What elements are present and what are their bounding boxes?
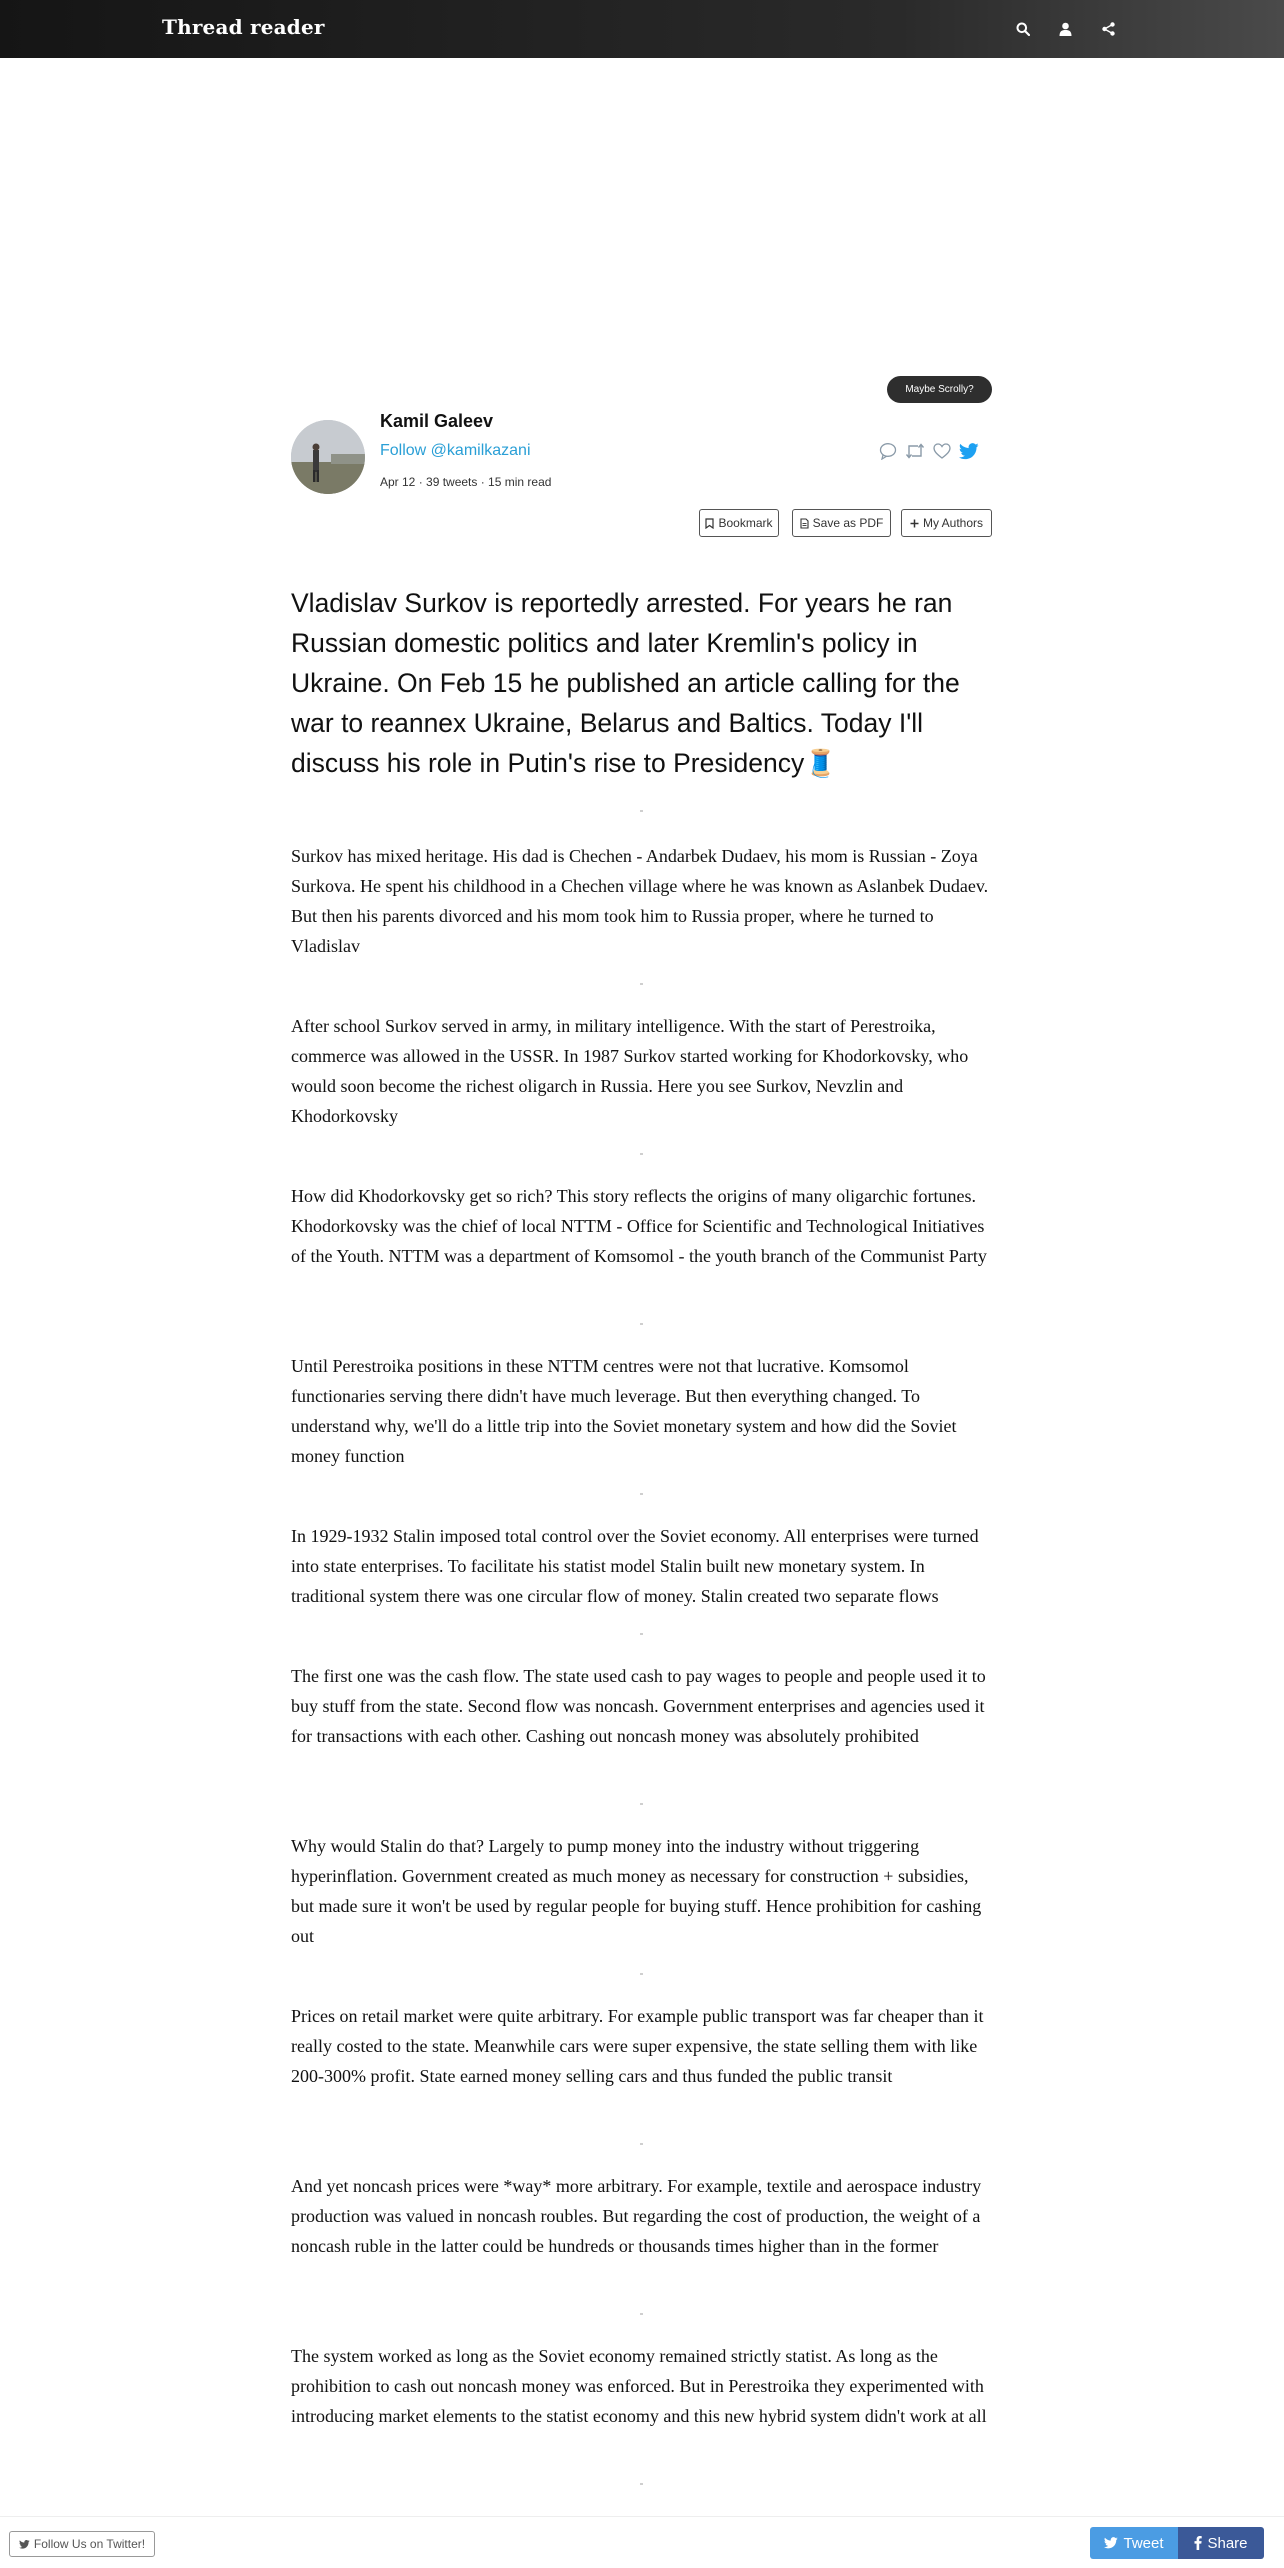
twitter-icon: [1104, 2537, 1118, 2549]
save-pdf-button[interactable]: [792, 509, 891, 537]
avatar[interactable]: [291, 420, 365, 494]
tweet-separator: [640, 2143, 643, 2145]
bookmark-icon: [705, 518, 714, 529]
thread-lead-tweet: Vladislav Surkov is reportedly arrested. For years he ran Russian domestic politics and later Kremlin's policy in Ukraine. On Feb 15 he published an article calling for the war to reannex Ukraine, Belarus and Baltics. Today I'll discuss his role in Putin's rise to Presidency🧵: [291, 588, 960, 778]
file-pdf-icon: [800, 518, 809, 529]
ad-space: [0, 58, 1284, 368]
save-pdf-label: Save as PDF: [812, 516, 884, 530]
author-name[interactable]: Kamil Galeev: [380, 411, 494, 431]
tweet-separator: [640, 1323, 643, 1325]
reply-icon[interactable]: [878, 441, 898, 461]
share-label: Share: [1207, 2534, 1248, 2552]
like-icon[interactable]: [932, 441, 952, 461]
tweet-separator: [640, 1153, 643, 1155]
user-icon[interactable]: [1053, 17, 1077, 41]
tweet-text: Why would Stalin do that? Largely to pump money into the industry without triggering hyperinflation. Government created as much money as necessary for construction + subsidies, but made sure it won't be used by regular people for buying stuff. Hence prohibition for cashing out: [291, 1836, 982, 1946]
bookmark-label: Bookmark: [718, 516, 773, 530]
tweet-text: How did Khodorkovsky get so rich? This story reflects the origins of many oligarchic fortunes. Khodorkovsky was the chief of local NTTM - Office for Scientific and Technological Initiatives of the Youth. NTTM was a department of Komsomol - the youth branch of the Communist Party: [291, 1186, 987, 1266]
twitter-icon: [19, 2540, 30, 2549]
tweet-label: Tweet: [1123, 2534, 1164, 2552]
scrolly-button[interactable]: Maybe Scrolly?: [887, 376, 992, 403]
tweet-separator: [640, 2313, 643, 2315]
tweet-separator: [640, 1493, 643, 1495]
tweet-separator: [640, 983, 643, 985]
tweet-text: Prices on retail market were quite arbitrary. For example public transport was far cheaper than it really costed to the state. Meanwhile cars were super expensive, the state selling them with like 200-300% profit. State earned money selling cars and thus funded the public transit: [291, 2006, 984, 2086]
tweet-separator: [640, 810, 643, 812]
facebook-icon: [1194, 2536, 1202, 2550]
tweet-text: And yet noncash prices were *way* more arbitrary. For example, textile and aerospace industry production was valued in noncash roubles. But regarding the cost of production, the weight of a noncash ruble in the latter could be hundreds or thousands times higher than in the former: [291, 2176, 982, 2256]
plus-icon: [910, 519, 919, 528]
tweet-text: After school Surkov served in army, in military intelligence. With the start of Perestroika, commerce was allowed in the USSR. In 1987 Surkov started working for Khodorkovsky, who would soon become the richest oligarch in Russia. Here you see Surkov, Nevzlin and Khodorkovsky: [291, 1016, 969, 1126]
facebook-share-button[interactable]: [1178, 2527, 1264, 2559]
tweet-text: Until Perestroika positions in these NTTM centres were not that lucrative. Komsomol functionaries serving there didn't have much leverage. But then everything changed. To understand why, we'll do a little trip into the Soviet monetary system and how did the Soviet money function: [291, 1356, 957, 1466]
tweet-text: In 1929-1932 Stalin imposed total control over the Soviet economy. All enterprises were turned into state enterprises. To facilitate his statist model Stalin built new monetary system. In traditional system there was one circular flow of money. Stalin created two separate flows: [291, 1526, 979, 1606]
my-authors-button[interactable]: [901, 509, 992, 537]
bookmark-button[interactable]: [699, 509, 779, 537]
tweet-button[interactable]: [1090, 2527, 1178, 2559]
follow-link[interactable]: Follow @kamilkazani: [380, 442, 531, 459]
tweet-actions: [878, 440, 979, 462]
tweet-text: The first one was the cash flow. The state used cash to pay wages to people and people used it to buy stuff from the state. Second flow was noncash. Government enterprises and agencies used it for transactions with each other. Cashing out noncash money was absolutely prohibited: [291, 1666, 986, 1746]
retweet-icon[interactable]: [905, 441, 925, 461]
thread-meta: Apr 12 · 39 tweets · 15 min read: [380, 475, 552, 489]
tweet-text: The system worked as long as the Soviet economy remained strictly statist. As long as the prohibition to cash out noncash money was enforced. But in Perestroika they experimented with introducing market elements to the statist economy and this new hybrid system didn't work at all: [291, 2346, 987, 2426]
navbar: [0, 0, 1284, 58]
share-icon[interactable]: [1096, 17, 1120, 41]
brand-logo[interactable]: Thread reader: [162, 15, 325, 39]
tweet-separator: [640, 1633, 643, 1635]
search-icon[interactable]: [1011, 17, 1035, 41]
follow-us-label: Follow Us on Twitter!: [33, 2537, 146, 2551]
tweet-text: Surkov has mixed heritage. His dad is Chechen - Andarbek Dudaev, his mom is Russian - Zoya Surkova. He spent his childhood in a Chechen village where he was known as Aslanbek Dudaev. But then his parents divorced and his mom took him to Russia proper, where he turned to Vladislav: [291, 846, 989, 956]
follow-us-twitter-button[interactable]: [9, 2531, 155, 2557]
my-authors-label: My Authors: [922, 516, 984, 530]
tweet-separator: [640, 1803, 643, 1805]
avatar-photo: [291, 420, 365, 494]
tweet-separator: [640, 1973, 643, 1975]
twitter-bird-icon[interactable]: [959, 441, 979, 461]
tweet-separator: [640, 2483, 643, 2485]
